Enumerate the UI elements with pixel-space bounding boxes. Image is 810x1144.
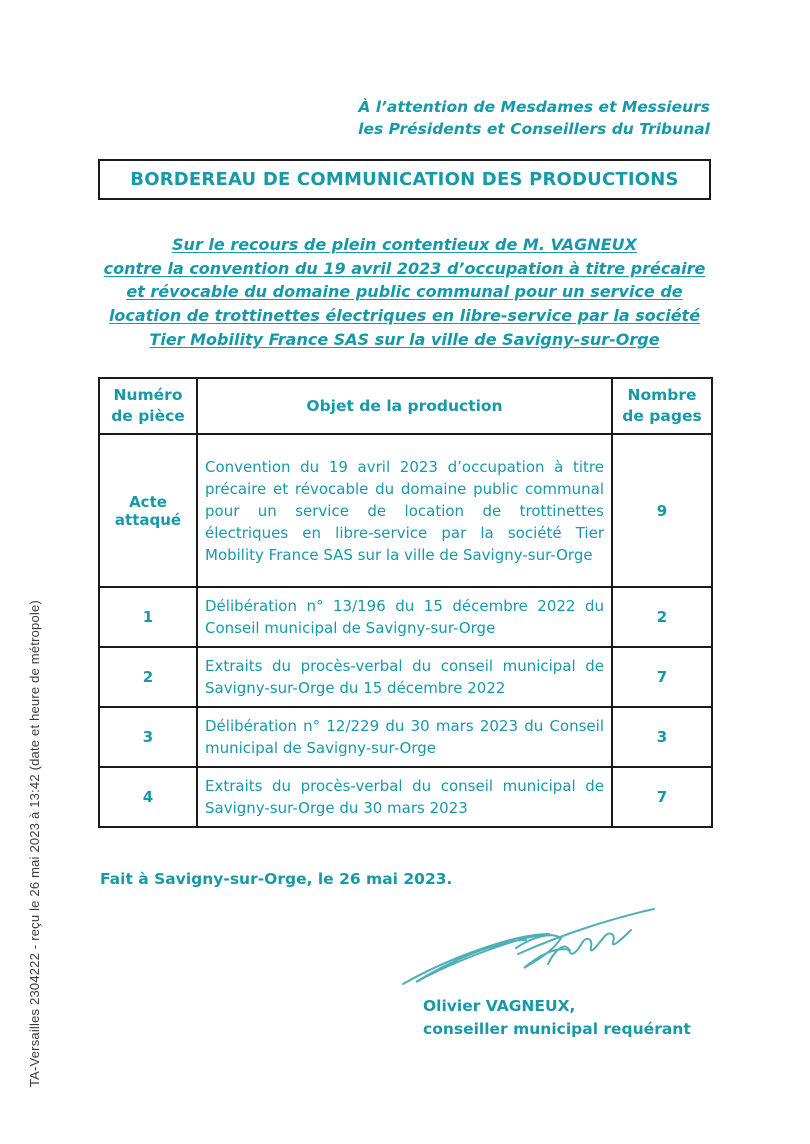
subject-line: Sur le recours de plein contentieux de M. VAGNEUX bbox=[172, 235, 637, 254]
table-row bbox=[99, 434, 712, 587]
subject-line: location de trottinettes électriques en libre-service par la société bbox=[108, 306, 701, 326]
subject-paragraph bbox=[98, 233, 711, 352]
signature-icon bbox=[398, 896, 660, 1000]
productions-table bbox=[98, 377, 713, 828]
piece-pages: 7 bbox=[612, 647, 712, 707]
signer-block bbox=[423, 995, 691, 1040]
subject-line: contre la convention du 19 avril 2023 d’occupation à titre précaire bbox=[103, 258, 706, 278]
piece-object: Délibération n° 13/196 du 15 décembre 2022 du Conseil municipal de Savigny-sur-Orge bbox=[197, 587, 612, 647]
signer-title: conseiller municipal requérant bbox=[423, 1019, 691, 1038]
piece-pages: 3 bbox=[612, 707, 712, 767]
column-header-objet: Objet de la production bbox=[197, 378, 612, 434]
piece-number: Acte attaqué bbox=[99, 434, 197, 587]
table-row bbox=[99, 587, 712, 647]
piece-object: Délibération n° 12/229 du 30 mars 2023 du Conseil municipal de Savigny-sur-Orge bbox=[197, 707, 612, 767]
piece-object: Convention du 19 avril 2023 d’occupation à titre précaire et révocable du domaine public communal pour un service de location de trottinettes électriques en libre-service par la société Tier Mobility France SAS sur la ville de Savigny-sur-Orge bbox=[197, 434, 612, 587]
subject-line: et révocable du domaine public communal pour un service de bbox=[126, 282, 683, 302]
piece-object: Extraits du procès-verbal du conseil municipal de Savigny-sur-Orge du 15 décembre 2022 bbox=[197, 647, 612, 707]
place-and-date: Fait à Savigny-sur-Orge, le 26 mai 2023. bbox=[100, 870, 453, 888]
document-title-box bbox=[98, 159, 711, 200]
attention-line-1: À l’attention de Mesdames et Messieurs bbox=[358, 98, 710, 116]
table-row bbox=[99, 647, 712, 707]
document-title: BORDEREAU DE COMMUNICATION DES PRODUCTIONS bbox=[130, 169, 679, 190]
piece-pages: 9 bbox=[612, 434, 712, 587]
attention-line-2: les Présidents et Conseillers du Tribunal bbox=[358, 120, 710, 138]
table-row bbox=[99, 707, 712, 767]
table-header-row bbox=[99, 378, 712, 434]
piece-pages: 7 bbox=[612, 767, 712, 827]
column-header-pages: Nombre de pages bbox=[612, 378, 712, 434]
piece-number: 1 bbox=[99, 587, 197, 647]
piece-object: Extraits du procès-verbal du conseil municipal de Savigny-sur-Orge du 30 mars 2023 bbox=[197, 767, 612, 827]
piece-number: 3 bbox=[99, 707, 197, 767]
attention-block bbox=[358, 96, 710, 140]
piece-pages: 2 bbox=[612, 587, 712, 647]
column-header-numero: Numéro de pièce bbox=[99, 378, 197, 434]
signer-name: Olivier VAGNEUX, bbox=[423, 997, 576, 1015]
registration-stamp-vertical: TA-Versailles 2304222 - reçu le 26 mai 2023 à 13:42 (date et heure de métropole) bbox=[27, 600, 42, 1087]
subject-line: Tier Mobility France SAS sur la ville de Savigny-sur-Orge bbox=[149, 329, 660, 349]
piece-number: 2 bbox=[99, 647, 197, 707]
table-row bbox=[99, 767, 712, 827]
piece-number: 4 bbox=[99, 767, 197, 827]
